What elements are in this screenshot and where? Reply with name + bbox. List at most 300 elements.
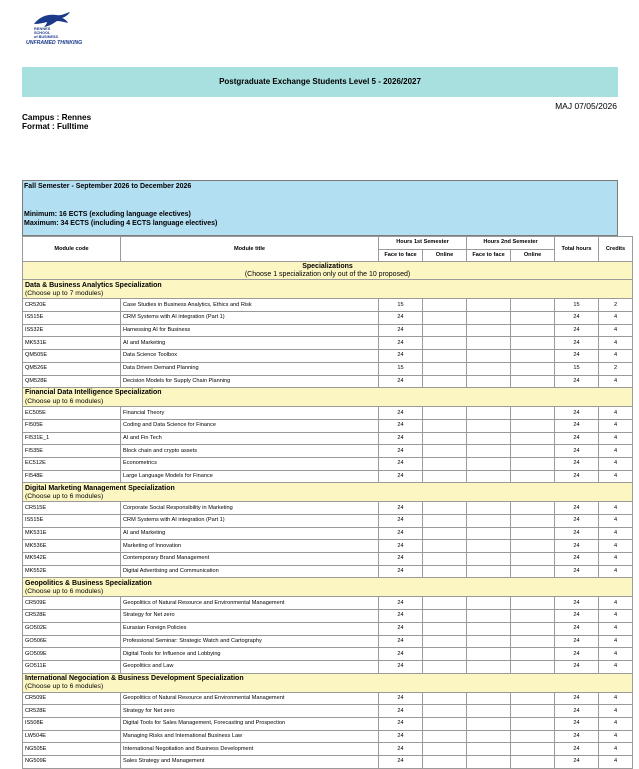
hours2-online [511, 419, 555, 432]
group-header-row [23, 673, 633, 683]
hours2-online [511, 553, 555, 566]
module-title: Professional Seminar: Strategic Watch and Cartography [121, 635, 379, 648]
module-row [23, 756, 633, 769]
col-header-f2f-2: Face to face [467, 249, 511, 262]
hours2-f2f [467, 470, 511, 483]
module-row [23, 692, 633, 705]
total-hours: 15 [555, 299, 599, 312]
module-code: GO502E [23, 622, 121, 635]
hours2-f2f [467, 610, 511, 623]
group-note-row [23, 398, 633, 407]
hours2-online [511, 324, 555, 337]
hours1-online [423, 565, 467, 578]
group-header-row [23, 483, 633, 493]
module-code: CR509E [23, 597, 121, 610]
group-note: (Choose up to 7 modules) [23, 290, 633, 299]
hours2-online [511, 515, 555, 528]
module-row [23, 324, 633, 337]
school-logo [26, 10, 106, 50]
module-code: FI505E [23, 419, 121, 432]
hours2-f2f [467, 730, 511, 743]
module-row [23, 457, 633, 470]
hours2-f2f [467, 527, 511, 540]
hours2-online [511, 527, 555, 540]
total-hours: 24 [555, 375, 599, 388]
hours1-online [423, 362, 467, 375]
update-date: MAJ 07/05/2026 [555, 101, 617, 111]
module-title: Digital Tools for Influence and Lobbying [121, 648, 379, 661]
hours1-f2f: 24 [379, 622, 423, 635]
module-title: AI and Fin Tech [121, 432, 379, 445]
hours2-online [511, 660, 555, 673]
module-title: Strategy for Net zero [121, 610, 379, 623]
credits: 4 [599, 432, 633, 445]
semester-title: Fall Semester - September 2026 to December 2026 [24, 183, 192, 190]
hours2-online [511, 717, 555, 730]
document-title: Postgraduate Exchange Students Level 5 - 2026/2027 [22, 67, 618, 97]
module-row [23, 648, 633, 661]
hours1-online [423, 299, 467, 312]
hours1-online [423, 457, 467, 470]
module-title: Marketing of Innovation [121, 540, 379, 553]
module-row [23, 299, 633, 312]
hours2-online [511, 470, 555, 483]
module-title: Decision Models for Supply Chain Planning [121, 375, 379, 388]
semester-minimum: Minimum: 16 ECTS (excluding language electives) [24, 211, 191, 218]
hours2-online [511, 597, 555, 610]
hours1-f2f: 24 [379, 324, 423, 337]
hours2-f2f [467, 515, 511, 528]
hours1-f2f: 24 [379, 350, 423, 363]
module-row [23, 362, 633, 375]
col-header-online-2: Online [511, 249, 555, 262]
total-hours: 24 [555, 337, 599, 350]
total-hours: 24 [555, 610, 599, 623]
hours1-online [423, 324, 467, 337]
credits: 4 [599, 527, 633, 540]
total-hours: 24 [555, 705, 599, 718]
module-row [23, 527, 633, 540]
module-title: Large Language Models for Finance [121, 470, 379, 483]
total-hours: 24 [555, 692, 599, 705]
hours1-online [423, 597, 467, 610]
module-row [23, 540, 633, 553]
hours2-online [511, 692, 555, 705]
module-code: NG509E [23, 756, 121, 769]
total-hours: 24 [555, 730, 599, 743]
hours2-f2f [467, 419, 511, 432]
total-hours: 24 [555, 527, 599, 540]
hours2-online [511, 730, 555, 743]
total-hours: 24 [555, 635, 599, 648]
credits: 4 [599, 515, 633, 528]
module-title: AI and Marketing [121, 527, 379, 540]
credits: 4 [599, 407, 633, 420]
credits: 4 [599, 660, 633, 673]
group-note-row [23, 683, 633, 692]
module-row [23, 597, 633, 610]
credits: 4 [599, 445, 633, 458]
hours2-f2f [467, 407, 511, 420]
module-row [23, 705, 633, 718]
hours1-f2f: 24 [379, 635, 423, 648]
group-note: (Choose up to 6 modules) [23, 683, 633, 692]
module-code: CR515E [23, 502, 121, 515]
col-header-code: Module code [23, 237, 121, 262]
hours2-online [511, 299, 555, 312]
hours1-online [423, 635, 467, 648]
hours1-f2f: 24 [379, 375, 423, 388]
module-title: Eurasian Foreign Policies [121, 622, 379, 635]
hours2-online [511, 502, 555, 515]
hours2-f2f [467, 445, 511, 458]
credits: 4 [599, 553, 633, 566]
hours1-f2f: 15 [379, 299, 423, 312]
module-code: EC505E [23, 407, 121, 420]
hours1-online [423, 756, 467, 769]
semester-maximum: Maximum: 34 ECTS (including 4 ECTS language electives) [24, 220, 218, 227]
module-code: MK531E [23, 527, 121, 540]
module-title: Geopolitics and Law [121, 660, 379, 673]
module-row [23, 502, 633, 515]
total-hours: 24 [555, 419, 599, 432]
hours2-f2f [467, 565, 511, 578]
total-hours: 24 [555, 350, 599, 363]
hours1-online [423, 648, 467, 661]
group-header-row [23, 280, 633, 290]
hours2-online [511, 407, 555, 420]
total-hours: 24 [555, 515, 599, 528]
total-hours: 24 [555, 648, 599, 661]
hours1-online [423, 337, 467, 350]
total-hours: 24 [555, 743, 599, 756]
group-name: Geopolitics & Business Specialization [23, 578, 633, 588]
hours2-online [511, 337, 555, 350]
credits: 4 [599, 622, 633, 635]
group-note-row [23, 588, 633, 597]
hours1-online [423, 419, 467, 432]
total-hours: 24 [555, 597, 599, 610]
hours2-f2f [467, 502, 511, 515]
module-code: GO511E [23, 660, 121, 673]
hours1-online [423, 407, 467, 420]
hours1-online [423, 553, 467, 566]
hours2-online [511, 756, 555, 769]
module-title: Strategy for Net zero [121, 705, 379, 718]
module-row [23, 407, 633, 420]
module-row [23, 470, 633, 483]
module-code: IS515E [23, 515, 121, 528]
credits: 4 [599, 717, 633, 730]
hours2-online [511, 312, 555, 325]
hours2-online [511, 540, 555, 553]
total-hours: 24 [555, 660, 599, 673]
hours2-online [511, 565, 555, 578]
hours1-f2f: 24 [379, 756, 423, 769]
hours2-f2f [467, 717, 511, 730]
campus-info [22, 113, 91, 131]
module-row [23, 743, 633, 756]
hours2-online [511, 635, 555, 648]
credits: 4 [599, 635, 633, 648]
campus-label: Campus : Rennes [22, 113, 92, 122]
hours2-f2f [467, 692, 511, 705]
specializations-header-row [23, 262, 633, 280]
specializations-title: Specializations [302, 262, 353, 270]
hours1-online [423, 717, 467, 730]
total-hours: 24 [555, 324, 599, 337]
module-code: QM526E [23, 362, 121, 375]
credits: 4 [599, 730, 633, 743]
total-hours: 24 [555, 756, 599, 769]
col-header-title: Module title [121, 237, 379, 262]
hours2-f2f [467, 622, 511, 635]
credits: 4 [599, 419, 633, 432]
module-row [23, 717, 633, 730]
hours1-online [423, 502, 467, 515]
hours2-f2f [467, 350, 511, 363]
module-code: CR528E [23, 705, 121, 718]
logo-text-line1: RENNES [34, 27, 51, 31]
module-code: MK552E [23, 565, 121, 578]
credits: 4 [599, 312, 633, 325]
module-title: Econometrics [121, 457, 379, 470]
module-code: FI531E_1 [23, 432, 121, 445]
module-row [23, 312, 633, 325]
format-label: Format : Fulltime [22, 122, 89, 131]
hours2-online [511, 350, 555, 363]
specializations-subtitle: (Choose 1 specialization only out of the 10 proposed) [244, 270, 411, 278]
hours1-f2f: 24 [379, 432, 423, 445]
module-code: FI548E [23, 470, 121, 483]
hours1-online [423, 432, 467, 445]
total-hours: 24 [555, 407, 599, 420]
credits: 4 [599, 705, 633, 718]
module-code: MK542E [23, 553, 121, 566]
credits: 4 [599, 337, 633, 350]
module-row [23, 622, 633, 635]
credits: 4 [599, 470, 633, 483]
hours2-f2f [467, 457, 511, 470]
hours1-f2f: 24 [379, 553, 423, 566]
credits: 4 [599, 375, 633, 388]
hours2-f2f [467, 362, 511, 375]
hours1-f2f: 24 [379, 660, 423, 673]
hours2-f2f [467, 375, 511, 388]
hours2-f2f [467, 553, 511, 566]
credits: 4 [599, 457, 633, 470]
module-title: International Negotiation and Business Development [121, 743, 379, 756]
hours2-f2f [467, 743, 511, 756]
module-row [23, 432, 633, 445]
module-code: GO509E [23, 648, 121, 661]
credits: 4 [599, 324, 633, 337]
hours1-online [423, 470, 467, 483]
module-row [23, 445, 633, 458]
hours2-f2f [467, 756, 511, 769]
module-title: Data Science Toolbox [121, 350, 379, 363]
hours1-online [423, 705, 467, 718]
hours1-online [423, 515, 467, 528]
logo-text-line2: SCHOOL [34, 31, 51, 35]
module-row [23, 565, 633, 578]
hours1-online [423, 743, 467, 756]
module-code: CR528E [23, 610, 121, 623]
hours1-f2f: 24 [379, 515, 423, 528]
module-title: CRM Systems with AI integration (Part 1) [121, 515, 379, 528]
hours2-f2f [467, 337, 511, 350]
module-code: CR509E [23, 692, 121, 705]
module-title: Corporate Social Responsibility in Marketing [121, 502, 379, 515]
hours1-f2f: 24 [379, 730, 423, 743]
credits: 4 [599, 692, 633, 705]
hours1-online [423, 350, 467, 363]
hours1-online [423, 375, 467, 388]
credits: 4 [599, 350, 633, 363]
hours1-f2f: 24 [379, 445, 423, 458]
module-title: Case Studies in Business Analytics, Ethics and Risk [121, 299, 379, 312]
hours2-f2f [467, 540, 511, 553]
module-code: EC512E [23, 457, 121, 470]
module-code: LW504E [23, 730, 121, 743]
module-row [23, 635, 633, 648]
hours1-online [423, 540, 467, 553]
hours2-online [511, 648, 555, 661]
group-note-row [23, 493, 633, 502]
module-title: Geopolitics of Natural Resource and Environmental Management [121, 597, 379, 610]
total-hours: 24 [555, 540, 599, 553]
hours1-f2f: 24 [379, 419, 423, 432]
hours2-f2f [467, 705, 511, 718]
group-note: (Choose up to 6 modules) [23, 493, 633, 502]
total-hours: 24 [555, 565, 599, 578]
hours1-f2f: 24 [379, 540, 423, 553]
module-code: CR520E [23, 299, 121, 312]
total-hours: 24 [555, 312, 599, 325]
credits: 4 [599, 610, 633, 623]
hours1-f2f: 24 [379, 407, 423, 420]
module-title: CRM Systems with AI integration (Part 1) [121, 312, 379, 325]
group-note-row [23, 290, 633, 299]
module-code: MK531E [23, 337, 121, 350]
hours1-online [423, 730, 467, 743]
hours1-f2f: 15 [379, 362, 423, 375]
module-row [23, 553, 633, 566]
hours1-f2f: 24 [379, 470, 423, 483]
module-code: MK536E [23, 540, 121, 553]
hours2-f2f [467, 299, 511, 312]
hours1-f2f: 24 [379, 705, 423, 718]
credits: 4 [599, 648, 633, 661]
module-code: QM528E [23, 375, 121, 388]
module-title: Managing Risks and International Business Law [121, 730, 379, 743]
col-header-hours2: Hours 2nd Semester [467, 237, 555, 250]
hours2-f2f [467, 312, 511, 325]
module-row [23, 515, 633, 528]
module-title: Digital Advertising and Communication [121, 565, 379, 578]
module-row [23, 350, 633, 363]
credits: 4 [599, 565, 633, 578]
hours2-online [511, 743, 555, 756]
group-name: International Negociation & Business Development Specialization [23, 673, 633, 683]
hours1-f2f: 24 [379, 527, 423, 540]
hours1-f2f: 24 [379, 692, 423, 705]
hours2-f2f [467, 432, 511, 445]
hours2-online [511, 432, 555, 445]
module-row [23, 375, 633, 388]
module-title: Contemporary Brand Management [121, 553, 379, 566]
group-note: (Choose up to 6 modules) [23, 588, 633, 597]
hours1-f2f: 24 [379, 457, 423, 470]
hours1-f2f: 24 [379, 502, 423, 515]
module-row [23, 730, 633, 743]
hours2-online [511, 610, 555, 623]
total-hours: 24 [555, 457, 599, 470]
logo-text-line3: of BUSINESS [34, 35, 59, 39]
module-row [23, 610, 633, 623]
module-code: IS508E [23, 717, 121, 730]
hours2-f2f [467, 648, 511, 661]
total-hours: 24 [555, 502, 599, 515]
credits: 4 [599, 756, 633, 769]
hours2-f2f [467, 324, 511, 337]
hours1-f2f: 24 [379, 743, 423, 756]
hours2-online [511, 375, 555, 388]
semester-info-box [22, 180, 618, 236]
modules-table [22, 236, 633, 769]
hours1-f2f: 24 [379, 717, 423, 730]
hours2-f2f [467, 660, 511, 673]
module-code: IS532E [23, 324, 121, 337]
hours1-f2f: 24 [379, 337, 423, 350]
col-header-credits: Credits [599, 237, 633, 262]
hours1-online [423, 527, 467, 540]
module-title: Sales Strategy and Management [121, 756, 379, 769]
credits: 4 [599, 597, 633, 610]
total-hours: 24 [555, 553, 599, 566]
hours2-online [511, 445, 555, 458]
col-header-online-1: Online [423, 249, 467, 262]
module-code: IS515E [23, 312, 121, 325]
credits: 4 [599, 540, 633, 553]
hours1-online [423, 610, 467, 623]
hours1-f2f: 24 [379, 610, 423, 623]
total-hours: 24 [555, 432, 599, 445]
module-code: GO506E [23, 635, 121, 648]
credits: 4 [599, 502, 633, 515]
total-hours: 24 [555, 717, 599, 730]
col-header-f2f-1: Face to face [379, 249, 423, 262]
hours1-f2f: 24 [379, 312, 423, 325]
hours1-online [423, 692, 467, 705]
module-code: FI535E [23, 445, 121, 458]
group-header-row [23, 388, 633, 398]
col-header-hours1: Hours 1st Semester [379, 237, 467, 250]
total-hours: 24 [555, 445, 599, 458]
hours1-online [423, 622, 467, 635]
hours1-f2f: 24 [379, 597, 423, 610]
total-hours: 24 [555, 470, 599, 483]
hours2-online [511, 457, 555, 470]
total-hours: 15 [555, 362, 599, 375]
credits: 2 [599, 299, 633, 312]
module-code: NG505E [23, 743, 121, 756]
group-name: Data & Business Analytics Specialization [23, 280, 633, 290]
module-row [23, 337, 633, 350]
total-hours: 24 [555, 622, 599, 635]
module-code: QM505E [23, 350, 121, 363]
group-note: (Choose up to 6 modules) [23, 398, 633, 407]
